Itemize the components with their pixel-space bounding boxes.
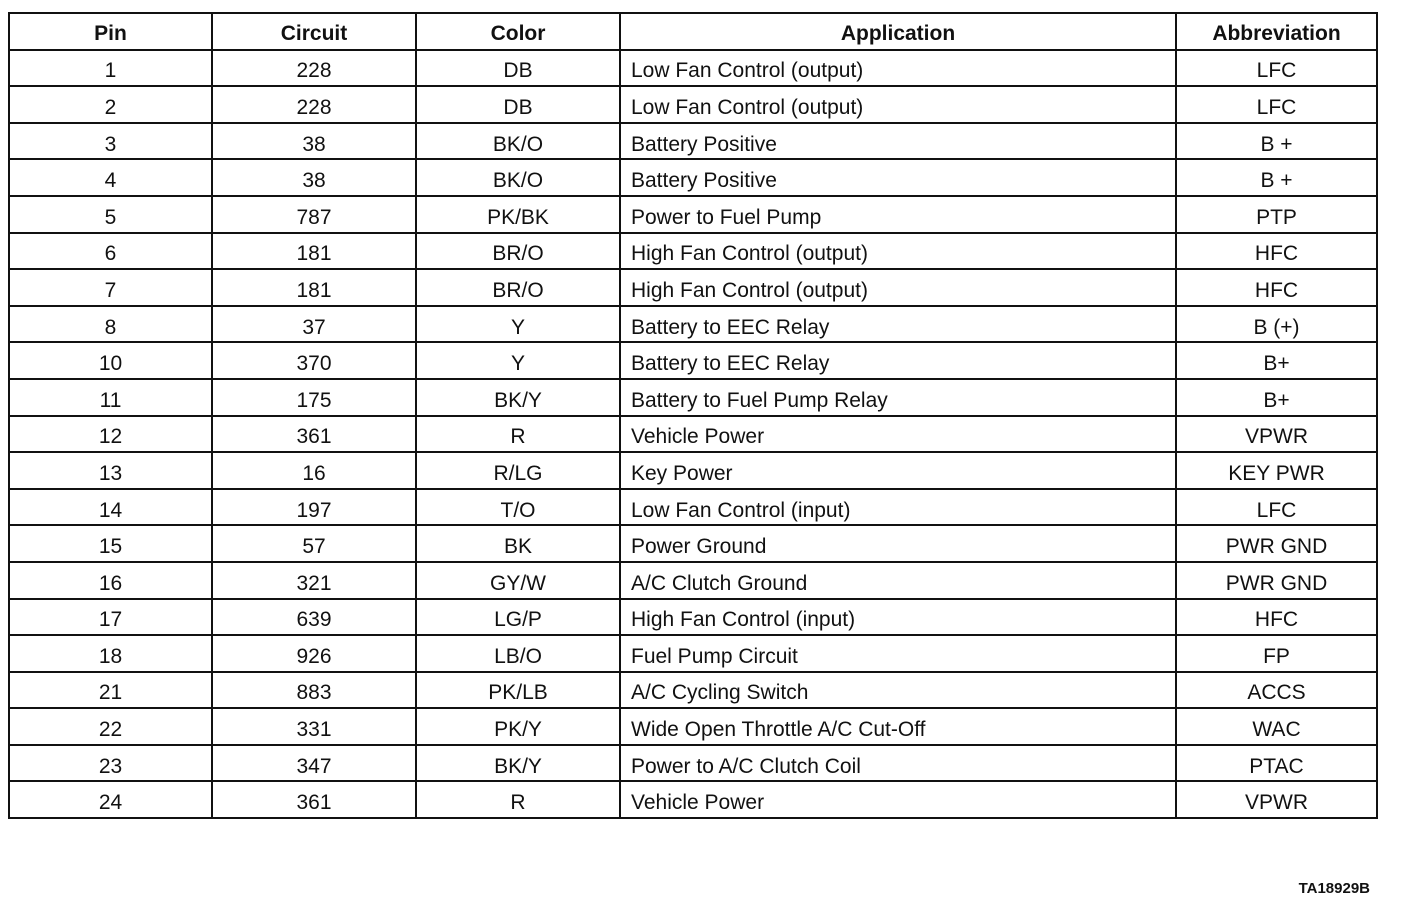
pin-cell: 23	[9, 745, 212, 782]
abbreviation-cell: HFC	[1176, 599, 1377, 636]
abbreviation-cell: LFC	[1176, 86, 1377, 123]
application-cell: Key Power	[620, 452, 1176, 489]
color-cell: BK/Y	[416, 745, 620, 782]
abbreviation-cell: VPWR	[1176, 416, 1377, 453]
pin-cell: 16	[9, 562, 212, 599]
application-cell: Battery Positive	[620, 159, 1176, 196]
color-cell: LG/P	[416, 599, 620, 636]
application-cell: Power Ground	[620, 525, 1176, 562]
header-application: Application	[620, 13, 1176, 50]
pin-cell: 4	[9, 159, 212, 196]
table-row	[9, 379, 1377, 416]
table-row	[9, 416, 1377, 453]
color-cell: BR/O	[416, 269, 620, 306]
circuit-cell: 181	[212, 233, 416, 270]
circuit-cell: 926	[212, 635, 416, 672]
color-cell: T/O	[416, 489, 620, 526]
application-cell: Battery to EEC Relay	[620, 342, 1176, 379]
circuit-cell: 38	[212, 123, 416, 160]
color-cell: BK/O	[416, 159, 620, 196]
color-cell: DB	[416, 50, 620, 87]
application-cell: Power to Fuel Pump	[620, 196, 1176, 233]
abbreviation-cell: HFC	[1176, 269, 1377, 306]
table-row	[9, 635, 1377, 672]
table-row	[9, 342, 1377, 379]
pin-rows	[9, 50, 1377, 818]
pin-cell: 7	[9, 269, 212, 306]
table-row	[9, 86, 1377, 123]
pin-cell: 3	[9, 123, 212, 160]
table-row	[9, 745, 1377, 782]
pin-cell: 18	[9, 635, 212, 672]
pin-cell: 12	[9, 416, 212, 453]
color-cell: R	[416, 781, 620, 818]
color-cell: Y	[416, 306, 620, 343]
table-row	[9, 159, 1377, 196]
color-cell: PK/BK	[416, 196, 620, 233]
color-cell: BK	[416, 525, 620, 562]
abbreviation-cell: B (+)	[1176, 306, 1377, 343]
header-row	[9, 13, 1377, 50]
table-row	[9, 50, 1377, 87]
application-cell: A/C Clutch Ground	[620, 562, 1176, 599]
application-cell: Battery Positive	[620, 123, 1176, 160]
table-row	[9, 525, 1377, 562]
abbreviation-cell: PWR GND	[1176, 562, 1377, 599]
circuit-cell: 883	[212, 672, 416, 709]
color-cell: R	[416, 416, 620, 453]
application-cell: Low Fan Control (output)	[620, 86, 1176, 123]
abbreviation-cell: LFC	[1176, 50, 1377, 87]
circuit-cell: 787	[212, 196, 416, 233]
table-row	[9, 562, 1377, 599]
table-row	[9, 306, 1377, 343]
abbreviation-cell: B +	[1176, 123, 1377, 160]
circuit-cell: 361	[212, 416, 416, 453]
table-row	[9, 452, 1377, 489]
application-cell: A/C Cycling Switch	[620, 672, 1176, 709]
circuit-cell: 370	[212, 342, 416, 379]
circuit-cell: 38	[212, 159, 416, 196]
header-abbreviation: Abbreviation	[1176, 13, 1377, 50]
pin-cell: 1	[9, 50, 212, 87]
application-cell: Fuel Pump Circuit	[620, 635, 1176, 672]
circuit-cell: 321	[212, 562, 416, 599]
abbreviation-cell: PWR GND	[1176, 525, 1377, 562]
color-cell: LB/O	[416, 635, 620, 672]
abbreviation-cell: HFC	[1176, 233, 1377, 270]
circuit-cell: 37	[212, 306, 416, 343]
pin-cell: 21	[9, 672, 212, 709]
color-cell: PK/Y	[416, 708, 620, 745]
application-cell: High Fan Control (output)	[620, 269, 1176, 306]
circuit-cell: 361	[212, 781, 416, 818]
table-row	[9, 708, 1377, 745]
abbreviation-cell: B +	[1176, 159, 1377, 196]
pin-cell: 22	[9, 708, 212, 745]
abbreviation-cell: KEY PWR	[1176, 452, 1377, 489]
abbreviation-cell: B+	[1176, 379, 1377, 416]
pin-cell: 13	[9, 452, 212, 489]
application-cell: Vehicle Power	[620, 781, 1176, 818]
table-row	[9, 196, 1377, 233]
color-cell: BK/Y	[416, 379, 620, 416]
abbreviation-cell: PTP	[1176, 196, 1377, 233]
application-cell: Battery to Fuel Pump Relay	[620, 379, 1176, 416]
application-cell: High Fan Control (input)	[620, 599, 1176, 636]
header-color: Color	[416, 13, 620, 50]
application-cell: Vehicle Power	[620, 416, 1176, 453]
pin-cell: 6	[9, 233, 212, 270]
circuit-cell: 228	[212, 86, 416, 123]
application-cell: Power to A/C Clutch Coil	[620, 745, 1176, 782]
application-cell: Low Fan Control (output)	[620, 50, 1176, 87]
circuit-cell: 57	[212, 525, 416, 562]
table-row	[9, 599, 1377, 636]
circuit-cell: 197	[212, 489, 416, 526]
color-cell: GY/W	[416, 562, 620, 599]
color-cell: PK/LB	[416, 672, 620, 709]
table-row	[9, 781, 1377, 818]
header-circuit: Circuit	[212, 13, 416, 50]
circuit-cell: 16	[212, 452, 416, 489]
pin-cell: 15	[9, 525, 212, 562]
table-row	[9, 672, 1377, 709]
abbreviation-cell: LFC	[1176, 489, 1377, 526]
circuit-cell: 331	[212, 708, 416, 745]
abbreviation-cell: ACCS	[1176, 672, 1377, 709]
application-cell: Battery to EEC Relay	[620, 306, 1176, 343]
pin-cell: 10	[9, 342, 212, 379]
application-cell: High Fan Control (output)	[620, 233, 1176, 270]
abbreviation-cell: WAC	[1176, 708, 1377, 745]
table-row	[9, 269, 1377, 306]
figure-code: TA18929B	[1298, 880, 1370, 897]
table-row	[9, 123, 1377, 160]
application-cell: Wide Open Throttle A/C Cut-Off	[620, 708, 1176, 745]
abbreviation-cell: FP	[1176, 635, 1377, 672]
pin-table	[8, 12, 1378, 819]
circuit-cell: 639	[212, 599, 416, 636]
abbreviation-cell: B+	[1176, 342, 1377, 379]
color-cell: BK/O	[416, 123, 620, 160]
application-cell: Low Fan Control (input)	[620, 489, 1176, 526]
pin-cell: 14	[9, 489, 212, 526]
abbreviation-cell: VPWR	[1176, 781, 1377, 818]
pin-cell: 24	[9, 781, 212, 818]
pin-cell: 8	[9, 306, 212, 343]
color-cell: Y	[416, 342, 620, 379]
pin-cell: 17	[9, 599, 212, 636]
circuit-cell: 181	[212, 269, 416, 306]
circuit-cell: 175	[212, 379, 416, 416]
pin-cell: 2	[9, 86, 212, 123]
abbreviation-cell: PTAC	[1176, 745, 1377, 782]
color-cell: R/LG	[416, 452, 620, 489]
circuit-cell: 347	[212, 745, 416, 782]
pin-cell: 5	[9, 196, 212, 233]
table-row	[9, 489, 1377, 526]
pin-cell: 11	[9, 379, 212, 416]
header-pin: Pin	[9, 13, 212, 50]
circuit-cell: 228	[212, 50, 416, 87]
table-row	[9, 233, 1377, 270]
color-cell: BR/O	[416, 233, 620, 270]
color-cell: DB	[416, 86, 620, 123]
